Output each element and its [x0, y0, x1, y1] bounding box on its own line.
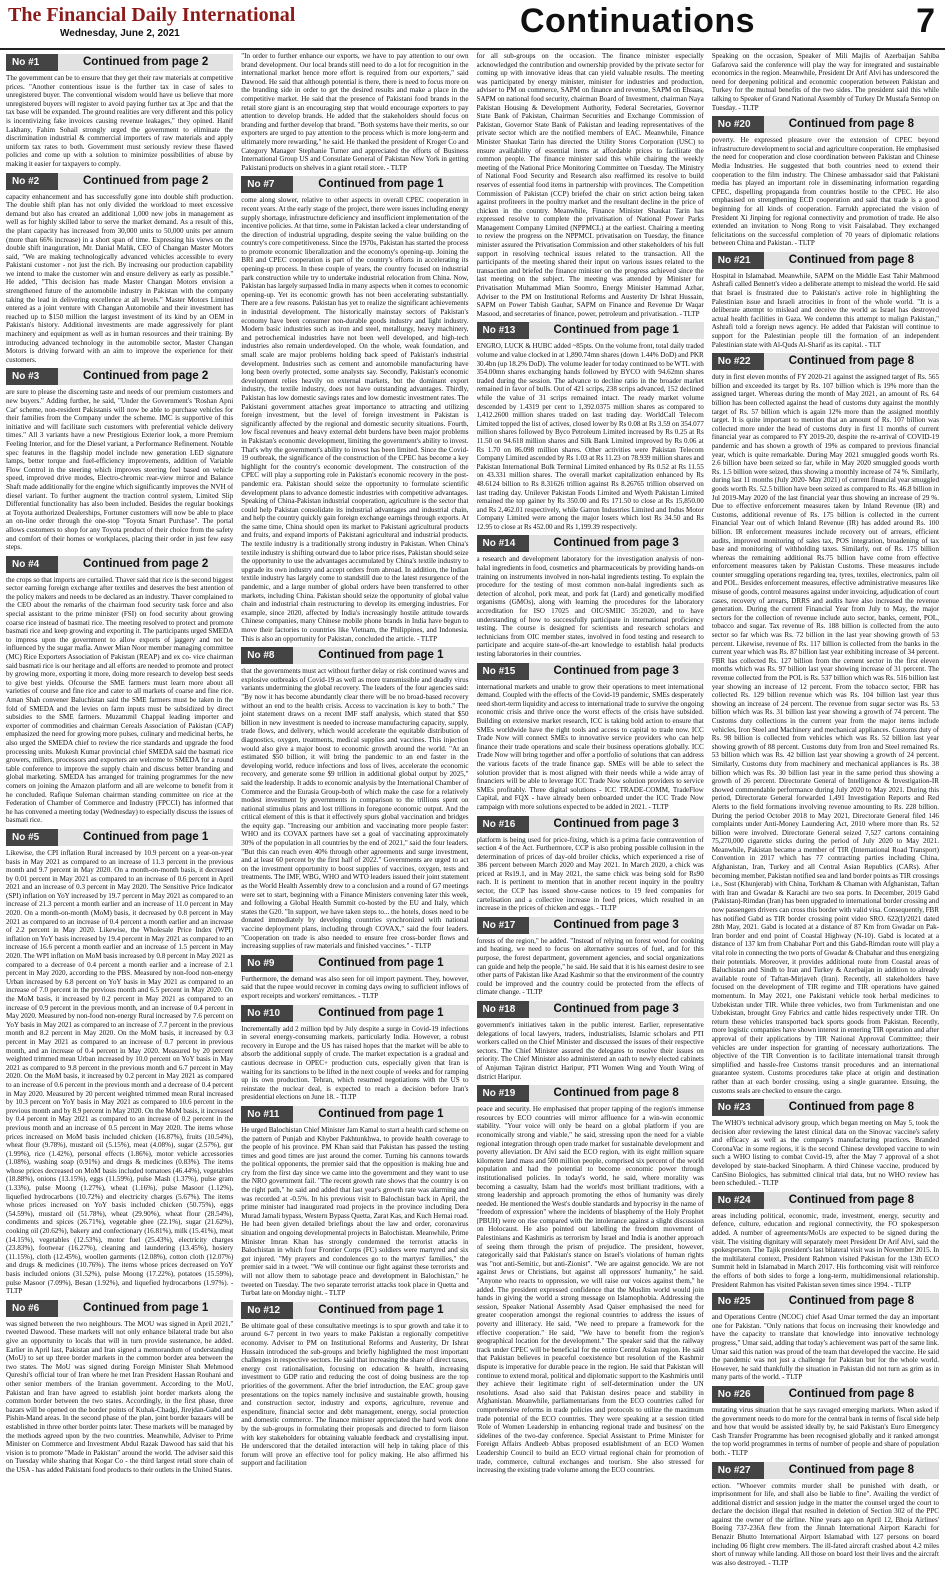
block-header	[712, 116, 939, 133]
block-title: Continued from page 3	[529, 816, 704, 833]
block-header	[712, 1293, 939, 1310]
block-title: Continued from page 8	[764, 1293, 939, 1310]
continuation-block	[241, 52, 468, 172]
section-title: Continuations	[520, 2, 756, 40]
block-header	[712, 353, 939, 370]
block-number: No #5	[6, 829, 58, 846]
continuation-block	[477, 663, 704, 812]
block-title: Continued from page 2	[58, 368, 233, 385]
block-header	[6, 54, 233, 71]
block-header	[712, 1099, 939, 1116]
block-text: Speaking on the occasion, Speaker of Mili Majlis of Azerbaijan Sahiba Gafarova said the conference will play the way for integrated and sustainable economics in the region. Meanwhile, President Dr Arif Alvi has underscored the need for deepening political and economic cooperation between Pakistan and Turkey for the mutual benefits of the two sides. The president said this while talking to Speaker of Grand National Assembly of Turkey Dr Mustafa Sentop on Tuesday. - TLTP	[711, 52, 939, 112]
block-header	[477, 663, 704, 680]
block-title: Continued from page 8	[764, 1386, 939, 1403]
block-text: Likewise, the CPI inflation Rural increased by 10.9 percent on a year-on-year basis in May 2021 as compared to an increase of 11.3 percent in the previous month and 9.7 percent in May 2020. On a month-on-month basis, it decreased by 0.01 percent in May 2021 as compared to an increase of 0.6 percent in April 2021 and an increase of 0.3 percent in May 2020. The Sensitive Price Indicator (SPI) inflation on YoY increased by 19.7 percent in May 2021 as compared to an increase of 21.3 percent a month earlier and an increase of 11.0 percent in May 2020. On a month-on-month (MoM) basis, it decreased by 0.8 percent in May 2021 as compared to an increase of 0.4 percent a month earlier and an increase of 2.2 percent in May 2020. Likewise, the Wholesale Price Index (WPI) inflation on YoY basis increased by 19.4 percent in May 2021 as compared to an increase of 16.6 percent a month earlier and an increase of 1.5 percent in May 2020. The WPI inflation on MoM basis increased by 0.8 percent in May 2021 as compared to a decrease of 0.4 percent a month earlier and a increase of 2.1 percent in May 2020, according to the PBS. Measured by non-food non-energy Urban increased by 6.8 percent on YoY basis in May 2021 as compared to an increase of 7.0 percent in the previous month and 6.5 percent in May 2020. On the MoM basis, it increased by 0.2 percent in May 2021 as compared to an increase of 0.9 percent in the previous month, and an increase of 0.4 percent in May 2020. Measured by non-food non-energy Rural increased by 7.6 percent on YoY basis in May 2021 as compared to an increase of 7.7 percent in the previous month and 8.2 percent in May 2020. On the MoM basis, it increased by 0.3 percent in May 2021 as compared to an increase of 0.7 percent in previous month, and an increase of 0.4 percent in May 2020. Measured by 20 percent weighted trimmed mean Urban increased by 10.0 percent on YoY basis in May 2021 as compared to 9.8 percent in the previous month and 6.7 percent in May 2020. On the MoM basis, it increased by 0.2 percent in May 2021 as compared to an increase of 0.6 percent in the previous month and a decrease of 0.4 percent in May 2020. Measured by 20 percent weighted trimmed mean Rural increased by 10.3 percent on YoY basis in May 2021 as compared to 10.6 percent in the previous month and by 8.9 percent in May 2020. On the MoM basis, it increased by 0.4 percent in May 2021 as compared to an increase of 0.2 percent in the previous month and an increase of 0.5 percent in May 2020. The items whose prices increased on MoM basis included chicken (16.87%), fruits (10.54%), wheat flour (9.78%), mustard oil (5.15%), meat (4.08%), sugar (2.57%), gur (1.99%), rice (1.42%), personal effects (1.86%), motor vehicle accessories (1.08%), washing soap (0.91%) and drugs & medicines (0.83%). The items whose prices decreased on MoM basis included tomatoes (46.44%), vegetables (18.88%), onions (13.15%), eggs (11.59%), pulse Mash (1.37%), pulse gram (1.33%), pulse Moong (1.27%), wheat (1.16%), pulse Masoor (1.12%), liquefied hydrocarbons (10.72%) and electricity charges (5.67%). The items whose prices increased on YoY basis included chicken (50.75%), eggs (54.59%), mustard oil (51.78%), wheat (29.90%), wheat flour (28.54%), condiments and spices (26.71%), vegetable ghee (22.1%), sugar (21.62%), cooking oil (20.62%), bakery and confectionary (16.81%), milk (15.41%), meat (14.15%), vegetables (12.53%), motor fuel (25.43%), electricity charges (23.83%), footwear (16.27%), cleaning and laundering (13.45%), hosiery (11.15%), cloth (12.45%), woollen garments (12.08%), cotton cloth (12.07%) and drugs & medicines (10.76%). The items whose prices decreased on YoY basis included onions (31.52%), pulse Moong (17.22%), potatoes (15.59%), pulse Masoor (7.09%), Besan (1.92%), and liquefied hydrocarbons (1.97%). - TLTP	[6, 848, 234, 1296]
continuation-block	[712, 52, 939, 112]
block-text: Furthermore, the demand was also seen for oil import payment. They, however, said that the rupee would recover in coming days owing to sufficient inflows of export receipts and workers' remittances. - TLTP	[241, 974, 469, 1000]
block-title: Continued from page 2	[58, 556, 233, 573]
block-title: Continued from page 8	[764, 1462, 939, 1479]
continuation-block	[712, 1386, 939, 1458]
block-title: Continued from page 8	[764, 1099, 939, 1116]
block-text: are sure to please the discerning taste and needs of our premium customers and new buyers." Adding further, he said, "Under the Government's 'Roshan Apni Car' scheme, non-resident Pakistanis will now be able to purchase vehicles for their families from the Company under the scheme. IMC is supportive of this initiative and will facilitate such customers with preferential vehicle delivery times." All 3 variants have a new Prestigious Exterior look, a more Premium Feeling Interior, and for the Diesel variant, a Performance Refinement. Notable spec features in the flagship model include new generation LED signature lamps, better torque and fuel-efficiency improvements, addition of Variable Flow Control in the steering which improves steering feel based on vehicle speed, improved drive modes, Electro-chromic rear-view mirror and Balance Shaft made additionally for the engine which significantly improves the NVH of diesel variant. To further augment the traction control system, Limited Slip Differential functionality has also been included. Besides the regular bookings at Toyota authorized Dealerships, Fortuner customers will now be able to place an on-line order through the one-stop "Toyota Smart Purchase". The portal allows customers to shop for any Toyota product of their choice from the safety and comfort of their homes or workplaces, placing their order in just few easy steps.	[6, 388, 234, 552]
block-header	[6, 556, 233, 573]
block-text: international markets and unable to grow their operations to meet international demand. Coupled with the effects of the Covid-19 pandemic, SMEs desperately need short-term liquidity and access to international trade to survive the ongoing economic crisis and thrive once the worst effects of the crisis have subsided. Building on extensive market research, ICC is taking bold action to ensure that SMEs worldwide have the right tools and access to capital to trade now. ICC Trade Now will connect SMEs to innovative service providers who can help finance their trade operations and scale their business operations globally. ICC Trade Now will bring together and offer a portfolio of solutions that can address the various facets of the trade finance gap. SMEs will be able to select the solution provider that is most aligned with their needs while a wide array of financiers will be able to leverage ICC Trade Now solution providers to service SMEs profitably. Three digital solutions - ICC TRADE-COMM, TradeFlow Capital, and FQX - have already been onboarded under the ICC Trade Now campaign with more solutions expected to be added in 2021. - TLTP	[476, 682, 704, 811]
issue-date: Wednesday, June 2, 2021	[60, 28, 180, 39]
block-title: Continued from page 8	[529, 1085, 704, 1102]
block-number: No #7	[241, 176, 293, 193]
continuation-block	[6, 54, 233, 169]
continuation-block	[6, 368, 233, 551]
block-title: Continued from page 1	[293, 1106, 468, 1123]
continuation-block	[6, 829, 233, 1296]
block-number: No #22	[712, 353, 764, 370]
block-header	[241, 1106, 468, 1123]
block-title: Continued from page 1	[293, 1005, 468, 1022]
block-text: come along slower, relative to other aspects in overall CPEC cooperation in recent years. At the early stage of the project, there were issues including energy supply shortage, infrastructure deficiency and insufficient implementation of the incentive policies. At that time, some in Pakistan lacked a clear understanding of the direction of industrial upgrading, despite seeing the value building on the country's core competitiveness. Since the 1970s, Pakistan has started the process to promote economic liberalization and the economy's opening-up. Joining the BRI and CPEC cooperation is part of the country's efforts in accelerating its opening-up process. In these couple of years, the country focused on industrial park construction while try to undertake industrial relocation from China. Now, Pakistan has largely surpassed India in many aspects when it comes to economic opening-up. Yet its economic growth has not been accelerating substantially. There are a few reasons. Pakistan has yet to realize the significant achievements in industrial development. The historically mainstay sectors of Pakistan's economy have been consumer non-durable goods industry and light industry. Modern basic industries such as iron and steel, metallurgy, heavy machinery, and petrochemical industries have not been well developed, and high-tech industries also remain underdeveloped. On the whole, weak foundation, and small scale are major problems holding back speed of Pakistan's industrial development. Industries such as cement and automobile manufacturing have long been overly protected, some analysts say. Secondly, Pakistan's economic development relies heavily on external markets, but the dominant export industry, the textile industry, does not have outstanding advantages. Thirdly, Pakistan has low domestic savings rates and low domestic investment rates. The Pakistani government attaches great importance to attracting and utilizing foreign investment, but the level of foreign investment in Pakistan is significantly affected by the regional and domestic security situations. Fourth, low fiscal revenues and heavy external debt burdens have been major problems in Pakistan's economic development, limiting the government's ability to invest. That's why the government's ability to invest has been limited. Since the Covid-19 outbreak, the significance of the construction of the CPEC has become a key highlight for the country's economic development. The construction of the CPEC will play a supporting role in Pakistan's economic recovery in the post-pandemic era. Pakistan should seize the opportunity to formulate scientific development plans to advance domestic industries with competitive advantages. Speaking of China-Pakistan industrial cooperation, agriculture is the sector that could help Pakistan consolidate its industrial advantages and industrial chain, and help the country quickly gain foreign exchange earnings through exports. At the same time, China should open its market to Pakistani agricultural products and fruits, and expand imports of Pakistani agricultural and industrial products. The textile industry is a traditionally strong industry in Pakistan. When China's textile industry is shifting outward due to labor price rises, Pakistan should seize the opportunity to use the advantages accumulated by China's textile industry to upgrade its own industry and accept orders from abroad. In addition, the Indian textile industry has largely come to standstill due to the latest resurgence of the pandemic, and a large number of global orders have been transferred to other markets, including China. Pakistan should seize the opportunity of global value chain and industrial chain restructuring to develop its emerging industries. For example, since 2020, affected by India's increasingly hostile attitude towards Chinese companies, many Chinese mobile phone brands in India have begun to move their factories to countries like Vietnam, the Philippines, and Indonesia. This is also an opportunity for Pakistan, concluded the article. - TLTP	[241, 196, 469, 643]
continuation-block	[477, 917, 704, 997]
block-number: No #26	[712, 1386, 764, 1403]
continuation-block	[477, 52, 704, 318]
continuation-block	[712, 1099, 939, 1188]
block-title: Continued from page 2	[58, 54, 233, 71]
block-title: Continued from page 1	[58, 1300, 233, 1317]
block-header	[6, 1300, 233, 1317]
block-number: No #14	[477, 535, 529, 552]
block-text: ection. "Whoever commits murder shall be punished with death, or imprisonment for life, and shall also be liable to fine". Availing the verdict of additional district and session judge in the matter the counsel urged the court to declare the decision illegal that resulted in deletion of Section 302 of the PPC against the owner of the airline. Nine years ago on April 12, Bhoja Airlines' Boeing 737-236A flew from the Jinnah International Airport Karachi for Benazir Bhutto International Airport Islamabad with 127 persons on board including 06 flight crew members. The ill-fated aircraft crashed about 4.2 miles short of runway while landing. All those on board lost their lives and the aircraft was also destroyed. - TLTP	[711, 1481, 939, 1567]
block-number: No #19	[477, 1085, 529, 1102]
block-number: No #21	[712, 252, 764, 269]
block-title: Continued from page 8	[764, 116, 939, 133]
block-title: Continued from page 1	[293, 1302, 468, 1319]
block-text: capacity enhancement and has successfully gone into double shift production. The double shift plan has not only divided the workload to meet excessive demand but also has created an additional 1,000 new jobs in management as well as for highly skilled labor to serve the market demand. As a result of this, the plant capacity has increased from 30,000 units to 50,000 units per annum (more than 66% increase) in a short span of time. Expressing his views on the double shift inauguration, Mr. Danial Malik, CEO of Changan Master Motors said, "We are making technologically advanced vehicles accessible to every Pakistani customer - not just the rich. By increasing our production capability we intend to make the customer win and ensure delivery as early as possible." He added, "This decision has made Master Changan Motors envision a strengthened future of the automobile industry in Pakistan with the company taking the lead in delivering excellence at all levels." Master Motors Limited entered as a joint venture with Changan Automobile and their investment has reached up to $150 million the largest investment of its kind by an OEM in Pakistan's history. Additional investments are made aggressively for plant machinery and equipment as well as in human resources and their training. By introducing advanced technology in the automobile sector, Master Changan Motors is driving forward with an aim to improve the experience for their customers.	[6, 192, 234, 364]
block-header	[241, 1302, 468, 1319]
block-title: Continued from page 3	[529, 1001, 704, 1018]
masthead	[0, 0, 945, 50]
block-number: No #6	[6, 1300, 58, 1317]
block-number: No #16	[477, 816, 529, 833]
block-header	[477, 1001, 704, 1018]
continuation-block	[477, 322, 704, 531]
block-header	[477, 1085, 704, 1102]
block-number: No #9	[241, 955, 293, 972]
block-header	[6, 829, 233, 846]
block-header	[477, 917, 704, 934]
block-header	[712, 252, 939, 269]
block-header	[241, 176, 468, 193]
block-number: No #20	[712, 116, 764, 133]
block-title: Continued from page 1	[293, 955, 468, 972]
block-text: the crops so that imports are curtailed. Thaver said that rice is the second biggest sector earning foreign exchange after textiles and deserves the best attention of the policy makers and needs to be declared as an industry. Thaver complained to the CEO about the remarks of the chairman food security task force and also special assistant to the prime minister (FSI) on food security about growing coarse rice instead of basmati rice. The meeting resolved to protect and promote basmati rice and keep growing and exporting it. The participants urged SMEDA to impress upon the government to allow exports of jaggery and not be influenced by the sugar mafia. Anwer Mian Noor member managing committee (MC) Rice Exporters Association of Pakistan (REAP) and ex co- vice chairman said basmati rice is our heritage and all efforts are needed to promote and protect by growing more, exporting it more, doing more research to develop best seeds to give best yields. Ofcourse the SME farmers must learn more about all varieties of course and fine rice and cater to all markets of coarse and fine rice. Aman Shah convener Baluchistan said the SME farmers must be taken in the fold of SMEDA and the levies on farm inputs must be subsidized by direct subsidies to the SME farmers. Muzammil Chappal leading importer and exporter of commodities and chairman Cereals Association of Pakistan (CAP) emphasized the need for growing more pulses, culinary and medicinal herbs, he also urged the SMEDA chief to review the rice standards and upgrade the food processing units. Mukesh Kumar provincial chief SMEDA said the basmati rice growers, millers, processors and exporters are welcome to SMEDA for a round table conference to improve the supply chain and discuss better branding and global marketing. SMEDA has arranged for training programmes for the new comers on joining the Amazon platform and all are welcome to benefit from it he concluded. Rafique Suleman chairman standing committee on rice at the Federation of Chamber of Commerce and Industry (FPCCI) has informed that he has convened a meeting today (Wednesday) to especially discuss the issues of basmati rice.	[6, 575, 234, 825]
continuation-block	[477, 535, 704, 658]
block-title: Continued from page 1	[293, 647, 468, 664]
block-number: No #11	[241, 1106, 293, 1123]
continuation-block	[6, 556, 233, 825]
block-title: Continued from page 3	[529, 917, 704, 934]
block-text: ENGRO, LUCK & HUBC added ~85pts. On the volume front, total daily traded volume and value clocked in at 1,890.74mn shares (down 1.44% DoD) and PKR 30.4bn (up 18.2% DoD). The volume leader for today continued to be WTL with 354.00mn shares exchanging hands followed by BYCO with 94.62mn shares traded during the session. The advance to decline ratio in the broader market remained in favor of bulls. Out of 421 scrips, 238 scrips advanced, 152 declined while the value of 31 scrips remained intact. The ready market volume descended by 1.4319 per cent to 1,392.0375 million shares as compared to 1,412.2600 million shares traded on last trading day. WorldCall Telecom Limited topped the list of actives, closed lower by Rs 0.08 at Rs 3.59 on 354.077 million shares followed by Byco Petroleum Limited increased by Rs 0.25 at Rs 11.50 on 94.618 million shares and Silk Bank Limited improved by Rs 0.06 at Rs 1.70 on 86.098 million shares. Other activities were Pakistan Telecom Company Limited ascended by Rs 1.03 at Rs 11.23 on 78.939 million shares and Pakistan International Bulk Terminal Limited enhanced by Rs 0.52 at Rs 11.55 on 43.331 million shares. The overall market capitalization enhanced by Rs 48.6124 billion to Rs 8.31626 trillion against Rs 8.26765 trillion observed on last trading day. Unilever Pakistan Foods Limited and Wyeth Pakistan Limited remained the top gainer by Rs 350.00 and Rs 171.50 to close at Rs 15,850.00 and Rs 2,462.01 respectively, while Gatron Industries Limited and Indus Motor Company Limited were among the major losers which lost Rs 34.50 and Rs 12.95 to close at Rs 452.00 and Rs 1,199.39 respectively.	[476, 342, 704, 531]
continuation-block	[241, 955, 468, 1001]
block-title: Continued from page 2	[58, 173, 233, 190]
block-number: No #13	[477, 322, 529, 339]
block-header	[6, 368, 233, 385]
block-header	[241, 1005, 468, 1022]
block-title: Continued from page 1	[293, 176, 468, 193]
block-number: No #15	[477, 663, 529, 680]
block-title: Continued from page 1	[529, 322, 704, 339]
block-title: Continued from page 8	[764, 353, 939, 370]
column-2	[241, 52, 468, 1591]
continuation-block	[712, 1293, 939, 1382]
continuation-block	[712, 353, 939, 1095]
block-text: and Operations Centre (NCOC) chief Asad Umar termed the day an important one for Pakistan. "Only nations that focus on increasing their knowledge and have the capacity to translate that knowledge into innovative technology progress," Umar said, adding that today's achievement was part of the same link. Umar said this nation was proud of the team that developed the vaccine. He said the pandemic was not just a challenge for Pakistan but for the whole world. However, he said thankfully the situation in Pakistan did not turn as grim as in many parts of the world. - TLTP	[711, 1313, 939, 1382]
paper-name: The Financial Daily International	[8, 4, 296, 26]
continuation-block	[712, 116, 939, 248]
block-number: No #27	[712, 1462, 764, 1479]
block-header	[712, 1462, 939, 1479]
block-number: No #3	[6, 368, 58, 385]
continuation-block	[712, 1462, 939, 1568]
block-number: No #4	[6, 556, 58, 573]
block-text: The WHO's technical advisory group, which began meeting on May 5, took the decision after reviewing the latest clinical data on the Sinovac vaccine's safety and efficacy as well as the company's manufacturing practices. Branded CoronaVac in some regions, it is the second Chinese developed vaccine to win such a WHO listing to combat Covid-19, after the May 7 approval of a shot developed by state-backed Sinopharm. A third Chinese vaccine, produced by CanSino Biologics, has submitted clinical trial data, but no WHO review has been scheduled. - TLTP	[711, 1119, 939, 1188]
block-title: Continued from page 1	[58, 829, 233, 846]
block-text: duty in first eleven months of FY 2020-21 against the assigned target of Rs. 565 billion and exceeded its target by Rs. 107 billion which is 19% more than the assigned target. Whereas during the month of May 2021, an amount of Rs. 64 billion has been collected against the head of customs duty against the monthly target of Rs. 57 billion which is again 12% more than the assigned monthly target. It is quite important to mention that an amount of Rs. 107 billion was collected more under the head of customs duty in first 11 months of current financial year as compared to FY 2019-20, despite the re-arrival of COVID-19 pandemic and has shown a growth of 19% as compared to previous financial year, which is quite remarkable. During May 2021 smuggled goods worth Rs. 2.6 billion have been seized so far, while in May 2020 smuggled goods worth Rs. 1.5 billion were seized, thus showing a monthly increase of 74 %. Similarly, during last 11 months (July 2020- May 2021) of current financial year smuggled goods worth Rs. 52.5 billion have been seized as compared to Rs. 46.8 billion in Jul 2019-May 2020 of the last financial year thus showing an increase of 29 %. Due to effective enforcement measures taken by Inland Revenue (IR) and Customs, additional revenue of Rs. 175 billion is collected in the current Financial Year out of which Inland Revenue (IR) has added around Rs. 100 billion. IR enforcement measures include recovery out of arrears, efficient audits, improved monitoring of sales tax, POS integration, broadening of tax base and monitoring of withholding taxes. Similarly, out of Rs. 175 billion whereas the remaining additional Rs.75 billion have come from effective enforcement measures taken by Pakistan Customs. These measures include counter smuggling operations regarding tea, tyres, textiles, electronics, palm oil and POL. Besides enforcement measures, effective administrative measures like misuse of goods, control measures against under invoicing, adjudication of court cases, recovery of arrears, DRRS and audits have also increased the revenue generation. During the current Financial Year from July to May, the major sectors for the collection of revenue include auto sector, banks, cement, POL, tobacco and sugar. Tax revenue of Rs. 188 billion is collected from the auto sector so far which was Rs. 72 billion in the last year showing growth of 53 percent. Likewise, revenue of Rs. 117 billion is collected from the banks in the current year which was Rs. 87 billion last year exhibiting increase of 34 percent. FBR has collected Rs. 127 billion from the cement sector in the first eleven months which was Rs. 97 billion last year showing increase of 31 percent. The revenue collected from the POL is Rs. 537 billion which was Rs. 516 billion last year showing an increase of 12 percent. From the tobacco sector, FBR has collected Rs. 129 billion revenue which was Rs. 104 billion last year thus showing an increase of 24 percent. The revenue from sugar sector was Rs. 53 billion which was Rs. 31 billion last year showing a growth of 74 percent. The Customs duty collections in the current year from the major items include vehicles, Iron Steel and Machinery and mechanical appliances. Customs duty of Rs. 98 billion is collected from vehicles which was Rs. 52 billion last year showing growth of 88 percent. Customs duty from Iron and Steel remained Rs. 53 billion which was Rs. 42 billion last year showing a growth of 24 percent. Similarly, Customs duty from machinery and mechanical appliances is Rs. 38 billion which was Rs. 30 billion last year in the same period thus showing a growth of 26 percent. Directorate General of Intelligence & Investigation-IR showed commendable performance during July 2020 to May 2021. During this period, Directorate General forwarded 1,491 Investigation Reports and Red Alerts to the field formations involving revenue amounting to Rs. 228 billion. During the period October 2018 to May 2021, Directorate General filed 146 complaints under Anti-Money Laundering Act, 2010 where more than Rs. 52 billion were involved. Directorate General seized 7,527 cartons containing 75,270,000 cigarette sticks during the period of July 2020 to May 2021. Meanwhile, Pakistan became a member of TIR (International Road Transport) Convention in 2017 which has 77 contracting parties including China, Afghanistan, Iran, Turkey and all Central Asian Republics (CARs). After becoming member, Pakistan notified sea and land border points as TIR crossings i.e., Sost (Khunjerab) with China, Torkham & Chaman with Afghanistan, Taftan with Iran and Gwadar & Karachi are two sea ports. In December, 2019 Gabd (Pakistan)-Rimdan (Iran) has been upgraded to international border crossing and now passengers drivers can cross this border with valid visa. Consequently, FBR has notified Gabd as TIR border crossing point video SRO. 622(I)/2021 dated 28th May, 2021. Gabd is located at a distance of 87 Km from Gwadar on Pak-Iran border and end point of Coastal Highway (N-10). Gabd is located at a distance of 137 km from Chabahar Port and this Gabd-Rimdan route will play a vital role in connecting the two ports of Gwadar & Chabahar and thus energizing their potentials. Moreover, it provides additional route from Coastal areas of Baluchistan and Sindh to Iran and Turkey & Azerbaijan in addition to already available route of Taftan-Mirjaveh (Iran). Recently, all stakeholders have focused on the development of TIR regime and TIR operations have gained momentum. In May 2021, one Pakistani vehicle took herbal medicines to Uzbekistan under TIR. While three vehicles, two from Turkmenistan and one Uzbekistan, brought Grey Fabrics and cattle hides respectively under TIR. On return these vehicles transported back sports goods from Pakistan. Recently, more logistic companies have shown interest in entering TIR operation and after approval of their applications by TIR National Approval Committee; their vehicles are under inspection for granting of necessary authorizations. The objective of the TIR Convention is to facilitate international transit through simplified and hassle-free Customs transit procedures and an international guarantee system. Customs procedures take place at origin and destination rather than at each border crossing, using a single guarantee. Ensuing, the customs seals are checked to ensure the cargo.	[711, 373, 939, 1095]
block-text: that the governments must act without further delay or risk continued waves and explosive outbreaks of Covid-19 as well as more transmissible and deadly virus variants undermining the global recovery. The leaders of the four agencies said: "By now it has become abundantly clear there will be no broad-based recovery without an end to the health crisis. Access to vaccination is key to both." The joint statement draws on a recent IMF staff analysis, which stated that $50 billion in new investment is needed to increase manufacturing capacity, supply, trade flows, and delivery, which would accelerate the equitable distribution of diagnostics, oxygen, treatments, medical supplies and vaccines. This injection would also give a major boost to economic growth around the world. "At an estimated $50 billion, it will bring the pandemic to an end faster in the developing world, reduce infections and loss of lives, accelerate the economic recovery, and generate some $9 trillion in additional global output by 2025," said the leadership. It adds to economic analysis by the International Chamber of Commerce and the Eurasia Group-both of which make the case for a relatively modest investment by governments in comparison to the trillions spent on national stimulus plans and lost trillions in foregone economic output. And the critical element of this is that it effectively spurs global vaccination and bridges the equity gap. "Increasing our ambition and vaccinating more people faster: WHO and its COVAX partners have set a goal of vaccinating approximately 30% of the population in all countries by the end of 2021," said the four leaders. "But this can reach even 40% through other agreements and surge investment, and at least 60 percent by the first half of 2022." Governments are urged to act on the investment opportunity to boost supplies of vaccines, oxygen, tests and treatments. The IMF, WBG, WHO and WTO leaders issued their joint statement as the World Health Assembly drew to a conclusion and a round of G7 meetings were set to start, beginning with a Finance Ministers convening later this week, and following a Global Health Summit co-hosted by the EU and Italy, which states the G20. "In support, we have taken steps to... the hotels, doses need to be donated immediately by developing countries synchronized with national vaccine deployment plans, including through COVAX," said the four leaders. "Cooperation on trade is also needed to ensure free cross-border flows and increasing supplies of raw materials and finished vaccines." - TLTP	[241, 667, 469, 951]
block-number: No #10	[241, 1005, 293, 1022]
block-title: Continued from page 8	[764, 252, 939, 269]
column-3	[477, 52, 704, 1591]
block-text: Be ultimate goal of these consultative meetings is to spur growth and take it to around 6-7 percent in two years to make Pakistan a regionally competitive economy. Adviser to PM on Institutional Reforms and Austerity, Dr Ishrat Hussain introduced the sub-groups and briefly highlighted the most important challenges in respective sectors. He said that increasing the share of direct taxes, energy cost rationalisation, focusing on education & health, increasing investment to GDP ratio and reducing the cost of doing business are the top priorities of the government. After the brief introduction, the EAC group gave presentations on the topics namely inclusive and sustainable growth, housing and construction sector, industry and exports, agriculture, revenue and expenditure, financial sector and debt management, energy, social protection and domestic commerce. The finance minister appreciated the hard work done by the sub-groups in formulating their proposals and directed to form liaison with key stakeholders for obtaining valuable feedback and crystallising input. He underscored that the detailed interaction will help in taking place of this forum will prove an effective tool for policy making. He also affirmed his support and facilitation	[241, 1321, 469, 1468]
block-number: No #25	[712, 1293, 764, 1310]
block-text: was signed between the two neighbours. The MOU was signed in April 2021," tweeted Dawood. These markets will not only enhance bilateral trade but also give an opportunity to locals that will in turn provide sustenance, he added. Earlier in April last, Pakistan and Iran signed a memorandum of understanding (MoU) to set up three border markets in the common border area between the two states. The MoU was signed during Foreign Minister Shah Mehmood Qureshi's official tour of Iran where he met Iran President Hassan Rouhani and other senior members of the Iranian government. According to the MoU, Pakistan and Iran have agreed to establish joint border markets along the common border between the two states. Accordingly, in the first phase, three bazars will be opened on the border points of Kuhak-Chadgi, Jirejdan-Gabd and Pishin-Mand areas. In the second phase of the plan, joint border bazaars will be established in three other border points later. These markets will be managed by the methods agreed upon by the two countries. Meanwhile, Adviser to Prime Minister on Commerce and Investment Abdul Razak Dawood has said that his vision is to promote "Made in Pakistan" around the world. The adviser said this on Tuesday while sharing that Kogar Co - the third largest retail store chain of the USA - has added Pakistani food products to their outlets in the United States.	[6, 1319, 234, 1474]
block-text: Incrementally add 2 million bpd by July despite a surge in Covid-19 infections in several energy-consuming markets, particularly India. However, a robust recovery in Europe and the US has raised hopes that the market will be able to absorb the additional supply of crude. The market expectation is a gradual and cautious decrease in OPEC+ production cuts, especially given that Iran is waiting for its sanctions to be lifted in the next couple of weeks and for ramping up its own production. Tehran, which resumed negotiations with the US to reinstate the nuclear deal, is expected to reach a decision before Iran's presidential elections on June 18. - TLTP	[241, 1024, 469, 1102]
block-text: for all sub-groups on the occasion. The finance minister especially acknowledged the contribution and ownership provided by the private sector for coming up with innovative ideas that can yield valuable results. The meeting was participated by energy minister, minister for industries and production, adviser to PM on commerce, SAPM on finance and revenue, SAPM on Ehsaas, SAPM on national food security, chairman Board of Investment, chairman Naya Pakistan Housing & Development Authority, Federal Secretaries, Governor State Bank of Pakistan, Chairman Securities and Exchange Commission of Pakistan, Governor State Bank of Pakistan and leading representatives of the private sector which are the notified members of EAC. Meanwhile, Finance Minister Shaukat Tarin has directed the Utility Stores Corporation (USC) to ensure availability of essential items at affordable prices to facilitate the common people. The finance minister said this while chairing the weekly meeting of the National Price Monitoring Committee on Tuesday. The Ministry of National Food Security and Research also reaffirmed its resolve to build reserves of essential food items in partnership with provinces. The Competition Commission of Pakistan (CCP) briefed the chair on strict action being taken against profiteers in the poultry market and the resultant decline in the price of chicken in the country. Meanwhile, Finance Minister Shaukat Tarin has expressed resolve to complete the privatisation of National Power Parks Management Company Limited (NPPMCL) at the earliest. Chairing a meeting to review the progress on the NPPMCL privatisation on Tuesday, the finance minister assured the Privatisation Commission and other stakeholders of his full support in resolving technical issues related to the transaction. All the participants of the meeting shared their input on various issues related to the transaction and briefed the finance minister on the progress achieved since the last meeting on the subject. The meeting was attended by Minister for Privatisation Muhammad Mian Soomro, Energy Minister Hammad Azhar, Adviser to the PM on Institutional Reforms and Austerity Dr Ishrat Hussain, SAPM on Power Tabish Gauhar, SAPM on Finance and Revenue Dr Waqar Masood, and secretaries of finance, power, petroleum and privatisation. - TLTP	[476, 52, 704, 318]
continuation-block	[6, 1300, 233, 1475]
continuation-block	[241, 176, 468, 643]
block-header	[241, 955, 468, 972]
continuation-block	[477, 816, 704, 913]
block-header	[712, 1192, 939, 1209]
block-number: No #1	[6, 54, 58, 71]
continuation-block	[241, 1302, 468, 1468]
block-number: No #18	[477, 1001, 529, 1018]
continuation-block	[241, 1106, 468, 1298]
block-text: forests of the region," he added. "Instead of relying on forest wood for cooking and heating, we need to focus on alternative sources of fuel, and for this purpose, the forest department, government agencies, and social organizations can guide and help the people," he said. He said that it is his earnest desire to see other parts of Pakistan like Azad Kashmir so that the environment of the country could be improved and the country could be protected from the effects of climate change. - TLTP	[476, 936, 704, 997]
block-number: No #24	[712, 1192, 764, 1209]
block-number: No #8	[241, 647, 293, 664]
block-header	[477, 535, 704, 552]
block-title: Continued from page 8	[764, 1192, 939, 1209]
block-header	[477, 322, 704, 339]
block-text: The government can be to ensure that they get their raw materials at competitive prices. "Another contentious issue is the further tax in case of sales to unregistered buyer. The conventional wisdom would have us believe that more unregistered buyers will register to avoid paying further tax at 3pc and that the tax base will be expanded. The ground realities are very different and this policy is incentivizing fake invoices causing revenue leakages," they opined. Hanif Lakhany, Fahim Sohail strongly urged the government to eliminate the discrimination industrial & commercial importers of raw materials and apply uniform tax rates to both. Government must seriously review these flawed policies and come up with a solution to minimize possibilities of abuse by making it easier for taxpayers to comply.	[6, 74, 234, 168]
block-text: platform is being used for price-fixing, which is a prima facie contravention of section 4 of the Act. Furthermore, CCP is also probing possible collusion in the determination of prices of day-old broiler chicks, which experienced a rise of 386 percent between March 2020 and May 2021. In March 2020, a chick was priced at Rs19.1, and in May 2021, the same chick was being sold for Rs90 each. It is pertinent to mention that in another recent inquiry in the poultry sector, the CCP has issued show-cause notices to 19 feed companies for cartelisation and a collective increase in feed prices, which resulted in an increase in the prices of chicken and eggs. - TLTP	[476, 835, 704, 913]
block-text: He urged Balochistan Chief Minister Jam Kamal to start a health card scheme on the pattern of Punjab and Khyber Pakhtunkhwa, to provide health coverage to the people of his province. PM Khan said that Pakistan has passed the testing times and good times are just around the corner. Turning his cannons towards the political opponents, the premier said that the opposition is making hue and cry from the first day since we came into the government and they want to use the NRO government fail. "The recent growth rate shows that the country is on the right path," he said and added that last year's growth rate was alarming and was recorded at -0.5%. In his previous visit to Balochistan back in April, the prime minister had inaugurated road projects in the province including Dera Murad Jamali bypass, Western Bypass Quetta, Zarat Kas, and Kuch Hernai road. He had been given detailed briefings about the law and order, coronavirus situation and ongoing developmental projects in Balochistan. Meanwhile, Prime Minister Imran Khan has strongly condemned the terrorist attacks in Balochistan in which four Frontier Corps (FC) soldiers were martyred and six got injured. "My prayers and condolences go to the martyrs' families," the premier said in a tweet. "We will continue our fight against these terrorists and will not allow them to sabotage peace and development in Balochistan," he tweeted on Tuesday. The two separate terrorist attacks took place in Quetta and Turbat late on Monday night. - TLTP	[241, 1125, 469, 1298]
block-title: Continued from page 3	[529, 535, 704, 552]
block-text: peace and security. He emphasised that proper tapping of the region's immense resources by ECO countries will mirror affluence for a win-win economic stability. "Your voice will only be heard on a global platform if you are economically strong and viable," he said, stressing upon the need for a viable regional integration through open trade market for sustainable development and poverty alleviation. Dr Alvi said the ECO region, with its eight million square kilometre land mass and 500 million people, comprised six percent of the world population and had the potential to become economic power through institutionalised policies. In today's world, he said, where morality was becoming a casualty, Islam had the world's most brilliant traditions, with a strong leadership and approach promoting the ethos of humanity was direly needed. He mentioned the West's double standards and hypocrisy in the name of "freedom of expression" where the incidents of blasphemy of the Holy Prophet (PBUH) were on rise compared with the intolerance against a slight discussion on Holocaust. He also pointed out labelling the freedom movement of Palestinians and Kashmiris as terrorism by Israel and India is another approach of seeing them through the prism of prejudice. The president, however, categorically said that Pakistan's stance on Israel's violations of human rights was "not anti-Semitic, but anti-Zionist". "We are against genocide. We are not against Jews or Christians, but against all oppressors' humanity," he said. "Anyone who reacts to oppression, we will raise our voices against them," he added. The president expressed confidence that the Muslim world would join hands in giving the world a strong message on Islamophobia. Addressing the session, Speaker National Assembly Asad Qaiser emphasised the need for greater cooperation amongst the regional countries to address the issues of poverty and illiteracy. He said, "We need to prepare a framework for the effective cooperation." He said, "We have to benefit from the region's geographical location for the development." The speaker said that the railway track under CPEC will be beneficial for the entire Central Asian region. He said that Pakistan believes in peaceful coexistence but resolution of the Kashmir dispute is imperative for durable peace in the region. He said that Pakistan will continue to extend moral, political and diplomatic support to the Kashmiris until they achieve their legitimate right of self-determination under the UN resolutions. Asad also said that Pakistan desires peace and stability in Afghanistan. Meanwhile, parliamentarians from the ECO countries called for comprehensive reforms in trade policies and protocols to utilize the maximum trade potential of the ECO countries. They were speaking at a session titled 'Role of Women Leadership in enhancing regional trade and business' on the sidelines of the two-day conference. Special Assistant to Prime Minister for Foreign Affairs Andleeb Abbas proposed establishment of an ECO Women Leadership Council to build an ECO virtual regional chain for promotion of trade, commerce, cultural exchanges and tourism. She also stressed for increasing the existing trade volume among the ECO countries.	[476, 1105, 704, 1475]
continuation-block	[241, 647, 468, 951]
block-text: poverty. He expressed pleasure over the extension of CPEC beyond infrastructure development to social and agriculture cooperation. He emphasised the need for cooperation and close coordination between Pakistan and Chinese Media Industries. He suggested that both countries need to extend their cooperation to the film industry. The Chinese ambassador said that Pakistani media has played an important role in disseminating information regarding CPEC, dispelling propaganda from countries hostile to the CPEC. He also emphasised on strengthening ECD cooperation and said that trade is a good beginning for all kinds of cooperation. Farrukh appreciated the vision of President Xi Jinping for regional connectivity and promotion of trade. He also extended an invitation to Nong Rong to visit Faisalabad. They exchanged felicitations on the successful completion of 70 years of diplomatic relations between China and Pakistan. - TLTP	[711, 136, 939, 248]
continuation-block	[6, 173, 233, 365]
block-header	[6, 173, 233, 190]
block-number: No #2	[6, 173, 58, 190]
block-text: government's initiatives taken in the public interest. Earlier, representative delegations of local lawyers, traders, industrialists, Islamic scholars and PTI workers called on the Chief Minister and discussed the issues of their respective sectors. The Chief Minister assured the delegates to resolve their issues on priority. The Chief Minister also administered an oath to newly elected cabinets of Anjuman Tajiran district Haripur, PTI Women Wing and Youth Wing of district Haripur.	[476, 1021, 704, 1081]
block-text: "In order to further enhance our exports, we have to pay attention to our own brand development. Our local brands still need to do a lot for recognition in the international market hence more effort is required from our exporters," said Dawood. He said that although potential is there, there is need to focus more on the branding side in order to get the desired results and make a place in the competitive market. He said that the presence of Pakistani food brands in the retail store giant is an encouraging step that would encourage exporters to pay attention to develop brands. He added that the stakeholders should focus on branding and further develop that brand. "Both systems have their merits, so our exporters are urged to pay attention to the process which is more long-term and ultimately more rewarding," he said. He thanked the president of Kroger Co and Category Manager Stephanie Turner and appreciated the efforts of Business International Group US and Consulate General of Pakistan New York in getting Pakistani products on shelves in a giant retail store. - TLTP	[241, 52, 469, 172]
block-header	[712, 1386, 939, 1403]
block-header	[477, 816, 704, 833]
continuation-block	[477, 1001, 704, 1081]
block-header	[241, 647, 468, 664]
continuation-block	[712, 252, 939, 349]
column-1	[6, 52, 233, 1591]
continuation-block	[712, 1192, 939, 1289]
column-4	[712, 52, 939, 1591]
block-number: No #12	[241, 1302, 293, 1319]
block-number: No #17	[477, 917, 529, 934]
continuation-block	[477, 1085, 704, 1475]
article-columns	[6, 52, 939, 1591]
block-text: a research and development laboratory for the investigation analysis of non-halal ingredients in food, cosmetics and pharmaceuticals by providing hands-on training on instruments involved in non-halal ingredients testing. To explain the procedure for the testing of most common non-halal ingredients such as detection of alcohol, pork meat, and pork fat (Lard) and genetically modified organisms (GMOs), along with learning the procedures for the laboratory accreditation for ISO 17025 and OIC/SMIIC 35:2020, and to have understanding of how to successfully participate in international proficiency testing. The course is designed for scientists and research scholars and technicians from OIC member states, involved in food testing and research to participate and acquire state-of-the-art knowledge to establish halal products testing laboratories in their countries.	[476, 555, 704, 658]
block-number: No #23	[712, 1099, 764, 1116]
block-text: areas including political, economic, trade, investment, energy, security and defence, culture, education and regional connectivity, the FO spokesperson added. A number of agreements/MoUs are expected to be signed during the visit. The visiting dignitary will separately meet President Dr Arif Alvi, said the spokesperson. The Tajik president's last bilateral visit was in November 2015. In the multilateral context, President Rahmon visited Pakistan for the 13th ECO Summit held in Islamabad in March 2017. His forthcoming visit will reinforce the efforts of both sides to forge a long-term, multidimensional relationship. President Rahmon has visited Pakistan seven times since 1994. - TLTP	[711, 1211, 939, 1289]
block-title: Continued from page 3	[529, 663, 704, 680]
page-number: 7	[916, 2, 935, 40]
block-text: mutating virus situation that he says ravaged emerging markets. When asked if the government needs to do more for the central bank in terms of fiscal side help and how that would be assisted ideally by, he said Pakistan's Euro Emergency Cash Transfer Programme has been recognised globally and it ranked amongst the top world programmes in terms of number of people and share of population both. - TLTP	[711, 1405, 939, 1457]
continuation-block	[241, 1005, 468, 1102]
block-text: Hospital in Islamabad. Meanwhile, SAPM on the Middle East Tahir Mahmood Ashrafi called Bennett's video a deliberate attempt to mislead the world. He said that Israel is frustrated due to Pakistan's active role in highlighting the Palestinian issue and Israeli atrocities in front of the whole world. "It is a deliberate attempt to mislead and deceive the world as Israel has destroyed actual health facilities in Gaza. We condemn this attempt to malign Pakistan," Ashrafi told a foreign news agency. He added that Pakistan will continue to support for the Palestinian people till the formation of an independent Palestinian state with Al-Quds Al-Sharif as its capital. - TLT	[711, 271, 939, 349]
